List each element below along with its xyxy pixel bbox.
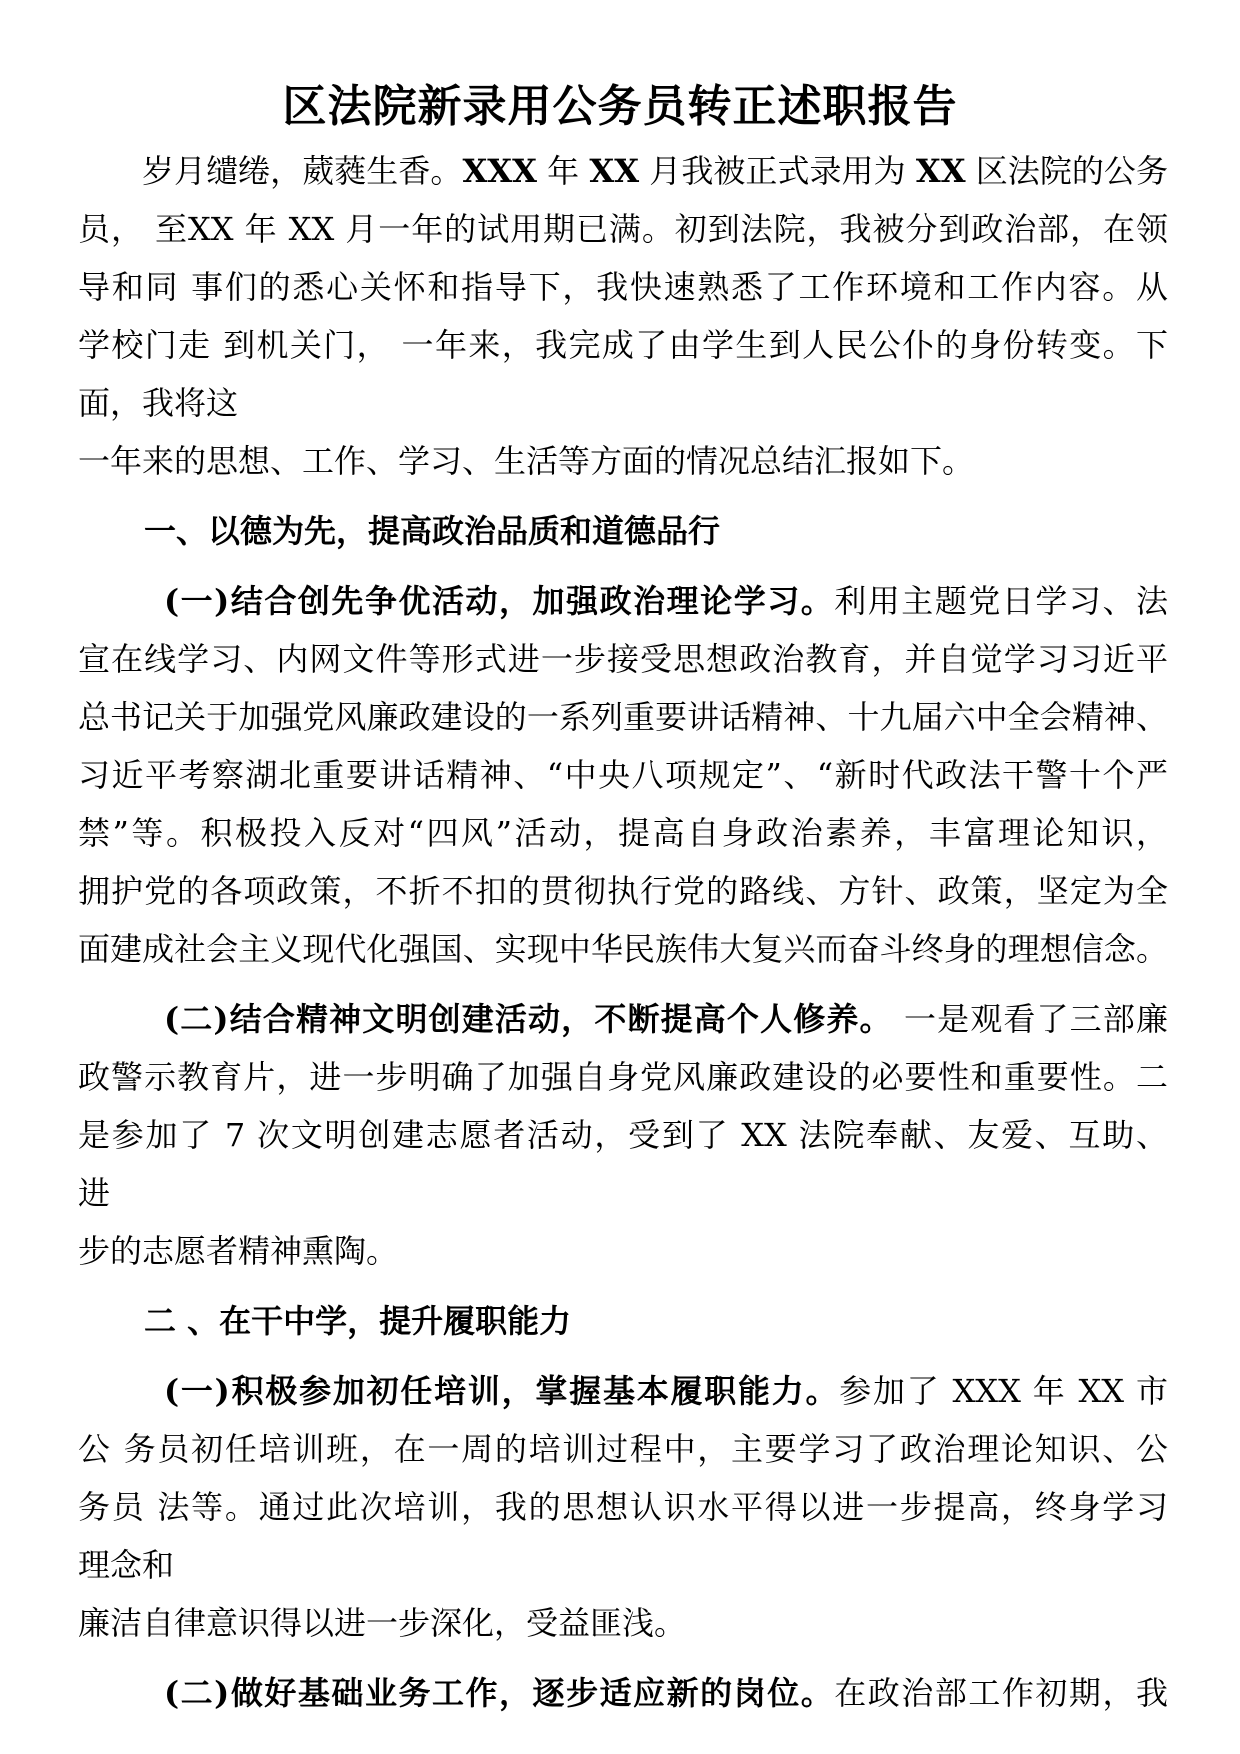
s1-p1-line-6: 拥护党的各项政策，不折不扣的贯彻执行党的路线、方针、政策，坚定为全 — [78, 872, 1168, 910]
s2-p2-line-1 — [78, 1664, 1168, 1722]
intro-year-placeholder: XXX — [462, 152, 537, 190]
s2-p1-line-4: 理念和 — [78, 1546, 175, 1584]
intro-line-5: 面，我将这 — [78, 384, 239, 422]
s1-p1-lead: (一)结合创先争优活动，加强政治理论学习。 — [164, 582, 835, 620]
s1-p2-line-3: 是参加了 7 次文明创建志愿者活动，受到了 XX 法院奉献、友爱、互助、 — [78, 1116, 1168, 1154]
s2-p1-lead: (一)积极参加初任培训，掌握基本履职能力。 — [164, 1372, 840, 1410]
s1-p2-text: 一是观看了三部廉 — [892, 1000, 1168, 1038]
s2-p1-line-1 — [78, 1362, 1168, 1420]
intro-text: 区法院的公务 — [965, 152, 1168, 190]
intro-line-3: 导和同 事们的悉心关怀和指导下，我快速熟悉了工作环境和工作内容。从 — [78, 268, 1168, 306]
intro-text: 年 — [536, 152, 590, 190]
intro-text: 岁月缱绻，葳蕤生香。 — [142, 152, 463, 190]
intro-line-6: 一年来的思想、工作、学习、生活等方面的情况总结汇报如下。 — [78, 442, 975, 480]
report-body — [78, 142, 1168, 1722]
s1-p2-lead: (二)结合精神文明创建活动，不断提高个人修养。 — [164, 1000, 893, 1038]
intro-month-placeholder: XX — [589, 152, 640, 190]
section-1-heading: 一、以德为先，提高政治品质和道德品行 — [144, 512, 721, 550]
s1-p1-line-7: 面建成社会主义现代化强国、实现中华民族伟大复兴而奋斗终身的理想信念。 — [78, 930, 1168, 968]
s1-p2-line-5: 步的志愿者精神熏陶。 — [78, 1232, 399, 1270]
s2-p1-line-2: 公 务员初任培训班，在一周的培训过程中，主要学习了政治理论知识、公 — [78, 1430, 1168, 1468]
s1-p2-line-4: 进 — [78, 1174, 111, 1212]
intro-line-4: 学校门走 到机关门， 一年来，我完成了由学生到人民公仆的身份转变。下 — [78, 326, 1168, 364]
intro-text: 月我被正式录用为 — [639, 152, 916, 190]
intro-line-2: 员， 至XX 年 XX 月一年的试用期已满。初到法院，我被分到政治部，在领 — [78, 210, 1168, 248]
s1-p1-line-3: 总书记关于加强党风廉政建设的一系列重要讲话精神、十九届六中全会精神、 — [78, 698, 1168, 736]
intro-line-1 — [78, 142, 1168, 200]
s2-p1-text: 参加了 XXX 年 XX 市 — [839, 1372, 1168, 1410]
s2-p2-text: 在政治部工作初期，我 — [834, 1674, 1168, 1712]
page-title: 区法院新录用公务员转正述职报告 — [282, 81, 958, 132]
s2-p2-lead: (二)做好基础业务工作，逐步适应新的岗位。 — [164, 1674, 835, 1712]
s2-p1-line-3: 务员 法等。通过此次培训，我的思想认识水平得以进一步提高，终身学习 — [78, 1488, 1168, 1526]
s1-p1-line-2: 宣在线学习、内网文件等形式进一步接受思想政治教育，并自觉学习习近平 — [78, 640, 1168, 678]
section-2-heading: 二 、在干中学，提升履职能力 — [144, 1302, 572, 1340]
s1-p1-line-4: 习近平考察湖北重要讲话精神、“中央八项规定”、“新时代政法干警十个严 — [78, 756, 1168, 794]
s1-p1-text: 利用主题党日学习、法 — [834, 582, 1168, 620]
s1-p2-line-1 — [78, 990, 1168, 1048]
s1-p1-line-5: 禁”等。积极投入反对“四风”活动，提高自身政治素养，丰富理论知识， — [78, 814, 1168, 852]
s2-p1-line-5: 廉洁自律意识得以进一步深化，受益匪浅。 — [78, 1604, 687, 1642]
s1-p1-line-1 — [78, 572, 1168, 630]
intro-district-placeholder: XX — [915, 152, 966, 190]
s1-p2-line-2: 政警示教育片，进一步明确了加强自身党风廉政建设的必要性和重要性。二 — [78, 1058, 1168, 1096]
